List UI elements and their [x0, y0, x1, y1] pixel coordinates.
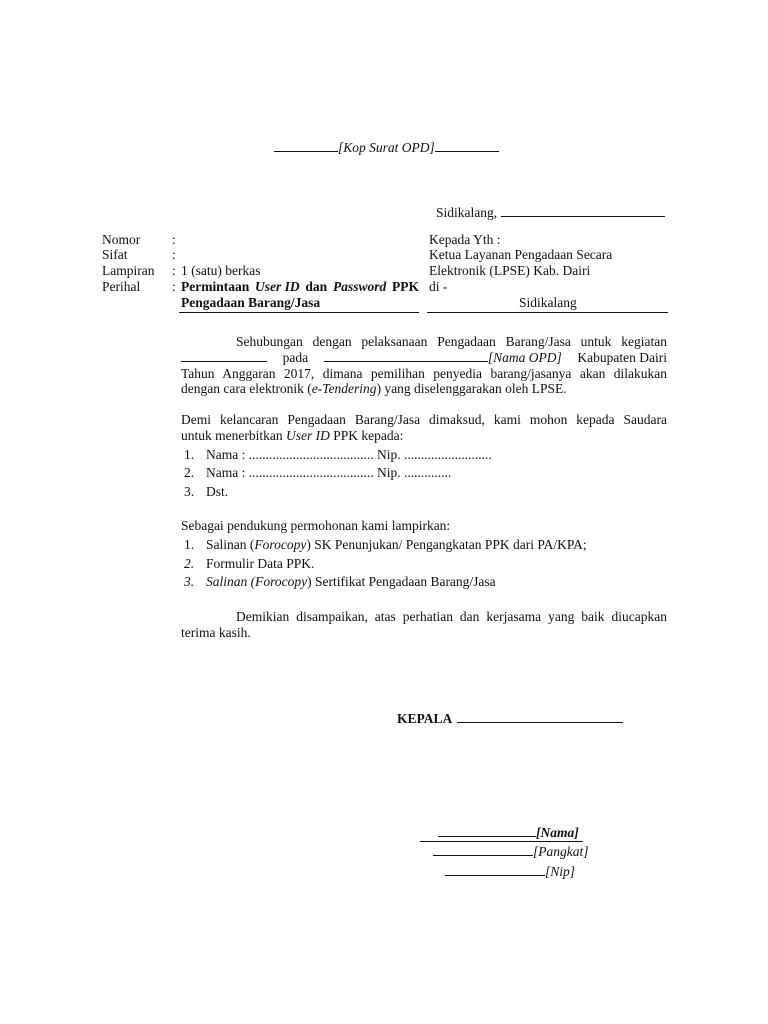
signature-nip — [445, 864, 575, 880]
recipient-city: Sidikalang — [519, 295, 577, 310]
meta-label-nomor: Nomor — [102, 232, 141, 247]
p1-word: Kabupaten Dairi — [577, 350, 667, 365]
perihal-word: Permintaan — [181, 279, 250, 294]
rank-placeholder: [Pangkat] — [533, 844, 589, 859]
e-tendering-term: e-Tendering — [311, 381, 377, 396]
perihal-word: dan — [305, 279, 328, 294]
p1-line: Tahun Anggaran 2017, dimana pemilihan penyedia barang/jasanya akan dilakukan — [181, 366, 667, 381]
list-text: Salinan ( — [206, 537, 255, 552]
list-item — [206, 574, 496, 590]
list-text: Salinan ( — [206, 574, 256, 589]
kop-text: [Kop Surat OPD] — [338, 140, 435, 155]
lampiran-value: 1 (satu) berkas — [181, 263, 261, 278]
recipient-underline — [427, 312, 668, 313]
kegiatan-blank — [181, 350, 267, 362]
place-date-label: Sidikalang, — [436, 205, 498, 220]
list-text: Forocopy — [254, 537, 307, 552]
list-text: Forocopy — [255, 574, 308, 589]
meta-colon: : — [172, 232, 176, 247]
p1-line: Sehubungan dengan pelaksanaan Pengadaan Barang/Jasa untuk kegiatan — [236, 334, 667, 349]
signature-line — [420, 841, 583, 842]
p1-line — [181, 381, 567, 397]
rank-blank — [433, 844, 533, 856]
name-placeholder: [Nama] — [536, 825, 579, 840]
list-item: Formulir Data PPK. — [206, 556, 315, 571]
meta-label-perihal: Perihal — [102, 279, 141, 294]
p1-text: dengan cara elektronik ( — [181, 381, 312, 396]
kepala-label: KEPALA — [397, 711, 452, 726]
p1-word: pada — [282, 350, 309, 365]
name-blank — [438, 825, 536, 837]
list-text: ) SK Penunjukan/ Pengangkatan PPK dari PA/KPA; — [306, 537, 587, 552]
list-item: Dst. — [206, 484, 229, 499]
list-item-number: 3. — [184, 484, 195, 499]
list-item-number: 3. — [184, 574, 195, 589]
nip-placeholder: [Nip] — [545, 864, 576, 879]
list-item-number: 2. — [184, 556, 195, 571]
perihal-word: PPK — [392, 279, 419, 294]
opd-blank — [324, 350, 488, 362]
p2-text: untuk menerbitkan — [181, 428, 286, 443]
p2-line: Demi kelancaran Pengadaan Barang/Jasa dimaksud, kami mohon kepada Saudara — [181, 412, 667, 427]
meta-label-lampiran: Lampiran — [102, 263, 155, 278]
meta-label-sifat: Sifat — [102, 247, 128, 262]
meta-colon: : — [172, 279, 176, 294]
recipient-line: Kepada Yth : — [429, 232, 501, 247]
closing-line: Demikian disampaikan, atas perhatian dan kerjasama yang baik diucapkan — [236, 609, 667, 624]
meta-colon: : — [172, 247, 176, 262]
letterhead-placeholder — [274, 140, 499, 156]
p2-line — [181, 428, 403, 444]
nip-blank — [445, 864, 545, 876]
kepala-blank — [457, 711, 623, 723]
p1-text: ) yang diselenggarakan oleh LPSE. — [376, 381, 567, 396]
meta-colon: : — [172, 263, 176, 278]
perihal-line2: Pengadaan Barang/Jasa — [181, 295, 321, 310]
perihal-word: Password — [332, 279, 387, 294]
p3-intro: Sebagai pendukung permohonan kami lampirkan: — [181, 518, 451, 533]
list-item-number: 1. — [184, 447, 195, 462]
nama-opd-placeholder: [Nama OPD] — [487, 350, 562, 365]
closing-line: terima kasih. — [181, 625, 251, 640]
signature-title — [397, 711, 623, 727]
recipient-line: Elektronik (LPSE) Kab. Dairi — [429, 263, 591, 278]
recipient-line: Ketua Layanan Pengadaan Secara — [429, 247, 613, 262]
list-item — [206, 537, 587, 553]
user-id-term: User ID — [285, 428, 330, 443]
list-text: ) Sertifikat Pengadaan Barang/Jasa — [307, 574, 496, 589]
signature-rank — [433, 844, 589, 860]
recipient-line: di - — [429, 279, 448, 294]
signature-name — [438, 825, 579, 841]
list-item: Nama : ..................................... Nip. .......................... — [206, 447, 492, 462]
perihal-underline — [179, 312, 419, 313]
p1-line — [181, 350, 667, 366]
list-item-number: 2. — [184, 465, 195, 480]
p2-text: PPK kepada: — [329, 428, 404, 443]
list-item-number: 1. — [184, 537, 195, 552]
place-date — [436, 205, 665, 221]
date-blank — [501, 205, 665, 217]
list-item: Nama : ..................................... Nip. .............. — [206, 465, 452, 480]
perihal-word: User ID — [255, 279, 300, 294]
perihal-value — [181, 279, 419, 295]
